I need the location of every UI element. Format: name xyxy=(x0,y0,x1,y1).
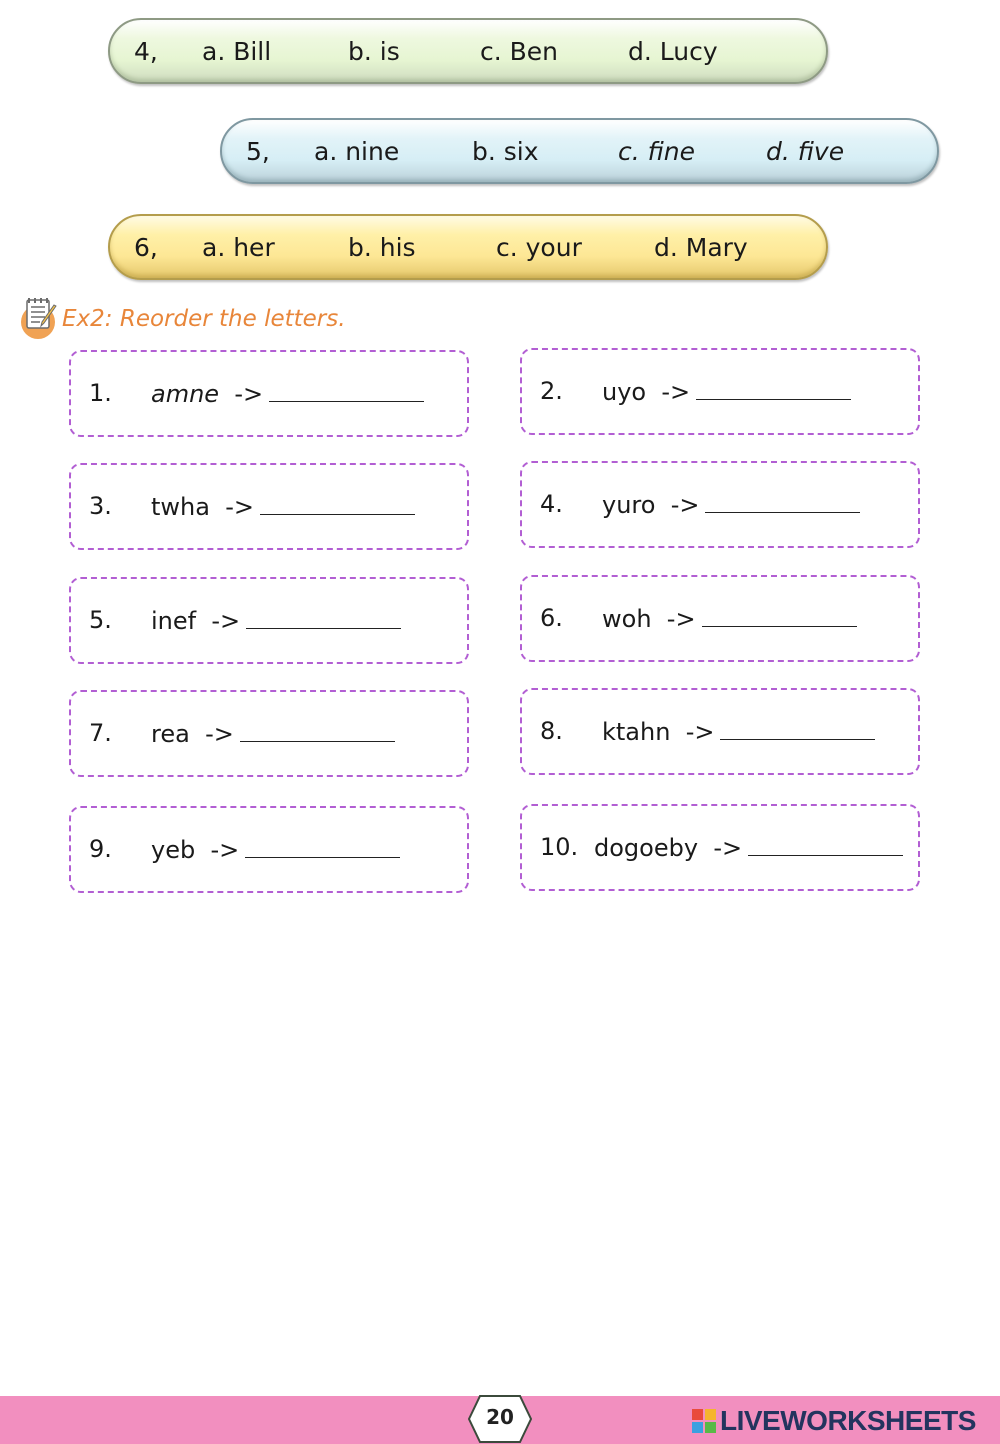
answer-blank[interactable] xyxy=(705,490,860,513)
answer-row-5 xyxy=(220,118,939,184)
item-number: 10. xyxy=(540,833,579,861)
reorder-item-2 xyxy=(520,348,920,435)
row-number: 6, xyxy=(134,232,158,262)
answer-blank[interactable] xyxy=(245,835,400,858)
reorder-item-5 xyxy=(69,577,469,664)
option-c[interactable]: c. fine xyxy=(618,136,696,166)
answer-blank[interactable] xyxy=(240,719,395,742)
item-word: woh -> xyxy=(602,604,857,633)
answer-blank[interactable] xyxy=(260,492,415,515)
reorder-item-4 xyxy=(520,461,920,548)
item-number: 6. xyxy=(540,604,563,632)
reorder-item-3 xyxy=(69,463,469,550)
option-a[interactable]: a. her xyxy=(202,232,275,262)
reorder-item-7 xyxy=(69,690,469,777)
liveworksheets-logo-icon xyxy=(692,1409,716,1433)
option-d[interactable]: d. Lucy xyxy=(628,36,718,66)
item-word: amne -> xyxy=(151,379,424,408)
option-a[interactable]: a. nine xyxy=(314,136,400,166)
option-b[interactable]: b. his xyxy=(348,232,416,262)
page-number: 20 xyxy=(486,1405,514,1429)
option-c[interactable]: c. your xyxy=(496,232,582,262)
answer-blank[interactable] xyxy=(702,604,857,627)
answer-blank[interactable] xyxy=(720,717,875,740)
item-word: uyo -> xyxy=(602,377,851,406)
item-number: 9. xyxy=(89,835,112,863)
answer-blank[interactable] xyxy=(696,377,851,400)
item-word: yuro -> xyxy=(602,490,860,519)
item-word: rea -> xyxy=(151,719,395,748)
answer-blank[interactable] xyxy=(748,833,903,856)
option-d[interactable]: d. five xyxy=(766,136,845,166)
item-number: 1. xyxy=(89,379,112,407)
reorder-item-1 xyxy=(69,350,469,437)
item-word: twha -> xyxy=(151,492,415,521)
item-number: 3. xyxy=(89,492,112,520)
item-number: 4. xyxy=(540,490,563,518)
reorder-item-9 xyxy=(69,806,469,893)
item-number: 5. xyxy=(89,606,112,634)
notepad-icon xyxy=(20,296,60,340)
option-d[interactable]: d. Mary xyxy=(654,232,748,262)
item-number: 7. xyxy=(89,719,112,747)
row-number: 4, xyxy=(134,36,158,66)
item-word: inef -> xyxy=(151,606,401,635)
item-word: dogoeby -> xyxy=(594,833,903,862)
brand-logo[interactable] xyxy=(692,1404,976,1438)
answer-row-4 xyxy=(108,18,828,84)
option-c[interactable]: c. Ben xyxy=(480,36,559,66)
reorder-item-6 xyxy=(520,575,920,662)
reorder-item-8 xyxy=(520,688,920,775)
item-word: ktahn -> xyxy=(602,717,875,746)
item-number: 8. xyxy=(540,717,563,745)
option-a[interactable]: a. Bill xyxy=(202,36,272,66)
option-b[interactable]: b. is xyxy=(348,36,400,66)
option-b[interactable]: b. six xyxy=(472,136,539,166)
brand-name: LIVEWORKSHEETS xyxy=(720,1405,976,1436)
item-number: 2. xyxy=(540,377,563,405)
answer-blank[interactable] xyxy=(269,379,424,402)
item-word: yeb -> xyxy=(151,835,400,864)
answer-row-6 xyxy=(108,214,828,280)
reorder-item-10 xyxy=(520,804,920,891)
exercise-title: Ex2: Reorder the letters. xyxy=(62,306,346,332)
row-number: 5, xyxy=(246,136,270,166)
answer-blank[interactable] xyxy=(246,606,401,629)
